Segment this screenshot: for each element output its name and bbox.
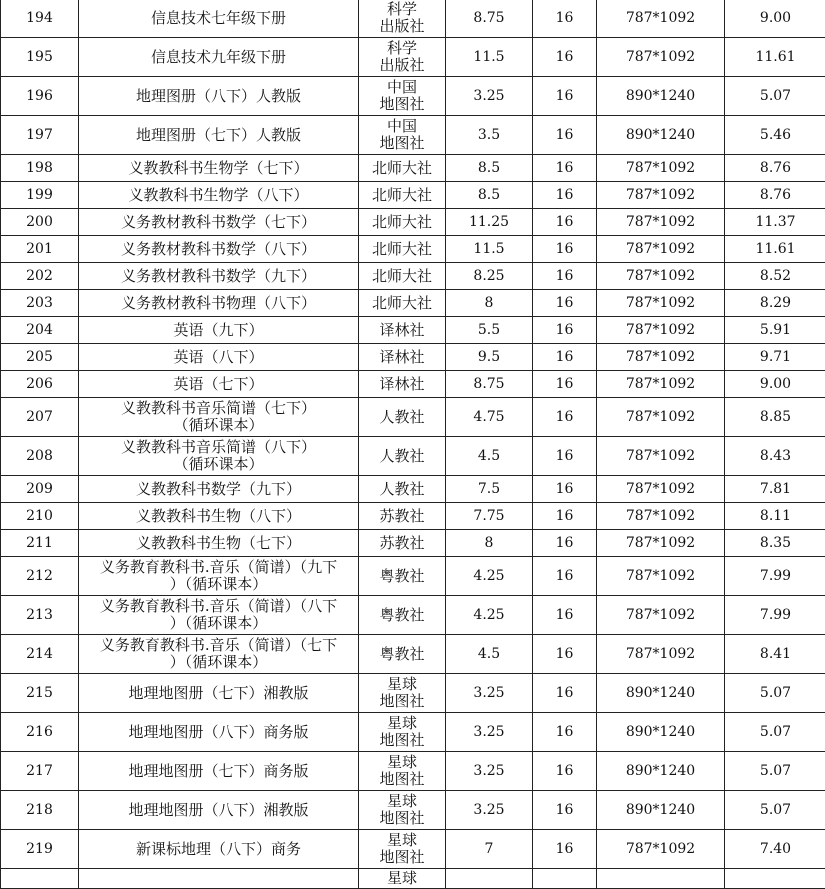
cell-paper-size: 787*1092 <box>597 830 725 869</box>
cell-book-title <box>79 155 359 182</box>
cell-sheets: 4.25 <box>446 596 533 635</box>
table-row <box>1 317 825 344</box>
publisher-line: 译林社 <box>361 376 443 393</box>
cell-book-title <box>79 317 359 344</box>
cell-book-title <box>79 182 359 209</box>
cell-book-title <box>79 596 359 635</box>
cell-format: 16 <box>533 290 597 317</box>
cell-number: 203 <box>1 290 79 317</box>
cell-book-title <box>79 263 359 290</box>
table-body <box>1 0 825 889</box>
cell-sheets: 9.5 <box>446 344 533 371</box>
publisher-line: 苏教社 <box>361 535 443 552</box>
cell-paper-size: 787*1092 <box>597 398 725 437</box>
cell-book-title <box>79 77 359 116</box>
cell-paper-size: 890*1240 <box>597 674 725 713</box>
table-row <box>1 263 825 290</box>
cell-number: 197 <box>1 116 79 155</box>
cell-paper-size: 890*1240 <box>597 752 725 791</box>
cell-price: 9.00 <box>725 371 825 398</box>
cell-price: 7.99 <box>725 557 825 596</box>
table-row <box>1 713 825 752</box>
cell-book-title <box>79 437 359 476</box>
book-title-line: ）（循环课本） <box>81 654 356 671</box>
cell-book-title <box>79 0 359 38</box>
cell-publisher <box>359 38 446 77</box>
cell-paper-size: 890*1240 <box>597 77 725 116</box>
book-title-line: （循环课本） <box>81 417 356 434</box>
publisher-line: 北师大社 <box>361 187 443 204</box>
table-row <box>1 209 825 236</box>
cell-number: 194 <box>1 0 79 38</box>
cell-price: 5.91 <box>725 317 825 344</box>
cell-number: 198 <box>1 155 79 182</box>
cell-book-title <box>79 371 359 398</box>
publisher-line: 人教社 <box>361 481 443 498</box>
cell-number: 209 <box>1 476 79 503</box>
book-title-line: 义教教科书生物（七下） <box>81 535 356 552</box>
cell-publisher <box>359 437 446 476</box>
cell-book-title <box>79 116 359 155</box>
table-row <box>1 596 825 635</box>
cell-number: 218 <box>1 791 79 830</box>
cell-price: 8.76 <box>725 182 825 209</box>
publisher-line: 星球 <box>361 676 443 693</box>
cell-paper-size: 787*1092 <box>597 596 725 635</box>
cell-sheets: 3.25 <box>446 674 533 713</box>
publisher-line: 地图社 <box>361 810 443 827</box>
publisher-line: 北师大社 <box>361 268 443 285</box>
cell-sheets: 11.5 <box>446 236 533 263</box>
cell-number: 207 <box>1 398 79 437</box>
cell-format: 16 <box>533 38 597 77</box>
cell-publisher <box>359 116 446 155</box>
table-row <box>1 344 825 371</box>
cell-format: 16 <box>533 596 597 635</box>
cell-publisher <box>359 791 446 830</box>
cell-publisher <box>359 209 446 236</box>
publisher-line: 北师大社 <box>361 214 443 231</box>
publisher-line: 译林社 <box>361 349 443 366</box>
cell-price: 9.71 <box>725 344 825 371</box>
cell-publisher <box>359 371 446 398</box>
cell-sheets: 4.5 <box>446 635 533 674</box>
cell-sheets: 8 <box>446 530 533 557</box>
cell-paper-size <box>597 869 725 889</box>
cell-book-title <box>79 674 359 713</box>
publisher-line: 粤教社 <box>361 607 443 624</box>
cell-price: 8.43 <box>725 437 825 476</box>
cell-number: 200 <box>1 209 79 236</box>
cell-price: 8.41 <box>725 635 825 674</box>
table-row <box>1 557 825 596</box>
publisher-line: 地图社 <box>361 771 443 788</box>
cell-price: 7.81 <box>725 476 825 503</box>
table-row <box>1 674 825 713</box>
book-title-line: 义务教育教科书.音乐（简谱）（九下 <box>81 559 356 576</box>
publisher-line: 粤教社 <box>361 646 443 663</box>
cell-format: 16 <box>533 209 597 236</box>
cell-paper-size: 890*1240 <box>597 791 725 830</box>
cell-paper-size: 787*1092 <box>597 635 725 674</box>
book-title-line: 义务教材教科书数学（七下） <box>81 214 356 231</box>
cell-book-title <box>79 869 359 889</box>
cell-publisher <box>359 557 446 596</box>
cell-publisher <box>359 674 446 713</box>
cell-format: 16 <box>533 371 597 398</box>
book-title-line: ）（循环课本） <box>81 615 356 632</box>
cell-format: 16 <box>533 557 597 596</box>
cell-sheets: 8.5 <box>446 155 533 182</box>
cell-paper-size: 890*1240 <box>597 713 725 752</box>
cell-sheets: 8.5 <box>446 182 533 209</box>
book-title-line: 信息技术九年级下册 <box>81 49 356 66</box>
cell-format <box>533 869 597 889</box>
cell-number: 210 <box>1 503 79 530</box>
cell-sheets: 8.75 <box>446 0 533 38</box>
table-row <box>1 182 825 209</box>
cell-sheets: 8.25 <box>446 263 533 290</box>
cell-number: 202 <box>1 263 79 290</box>
book-title-line: 义教教科书数学（九下） <box>81 481 356 498</box>
cell-book-title <box>79 209 359 236</box>
book-title-line: （循环课本） <box>81 456 356 473</box>
cell-publisher <box>359 155 446 182</box>
cell-format: 16 <box>533 182 597 209</box>
publisher-line: 地图社 <box>361 96 443 113</box>
cell-format: 16 <box>533 791 597 830</box>
cell-number: 196 <box>1 77 79 116</box>
cell-price: 8.85 <box>725 398 825 437</box>
cell-number: 211 <box>1 530 79 557</box>
cell-publisher <box>359 830 446 869</box>
cell-price: 5.07 <box>725 674 825 713</box>
cell-book-title <box>79 791 359 830</box>
book-title-line: 新课标地理（八下）商务 <box>81 841 356 858</box>
cell-number: 199 <box>1 182 79 209</box>
cell-sheets: 4.5 <box>446 437 533 476</box>
cell-sheets <box>446 869 533 889</box>
book-title-line: 义教教科书音乐简谱（七下） <box>81 400 356 417</box>
cell-number <box>1 869 79 889</box>
cell-paper-size: 787*1092 <box>597 182 725 209</box>
cell-paper-size: 787*1092 <box>597 209 725 236</box>
publisher-line: 北师大社 <box>361 241 443 258</box>
cell-number: 212 <box>1 557 79 596</box>
cell-price: 11.61 <box>725 236 825 263</box>
cell-paper-size: 787*1092 <box>597 155 725 182</box>
table-row <box>1 830 825 869</box>
publisher-line: 星球 <box>361 870 443 887</box>
publisher-line: 人教社 <box>361 448 443 465</box>
cell-sheets: 3.5 <box>446 116 533 155</box>
cell-format: 16 <box>533 317 597 344</box>
cell-sheets: 7 <box>446 830 533 869</box>
publisher-line: 地图社 <box>361 849 443 866</box>
cell-number: 208 <box>1 437 79 476</box>
cell-publisher <box>359 752 446 791</box>
table-row <box>1 398 825 437</box>
publisher-line: 地图社 <box>361 693 443 710</box>
cell-sheets: 3.25 <box>446 752 533 791</box>
table-row <box>1 77 825 116</box>
table-row <box>1 869 825 889</box>
cell-sheets: 4.25 <box>446 557 533 596</box>
cell-number: 217 <box>1 752 79 791</box>
cell-publisher <box>359 503 446 530</box>
publisher-line: 译林社 <box>361 322 443 339</box>
publisher-line: 星球 <box>361 793 443 810</box>
cell-paper-size: 787*1092 <box>597 290 725 317</box>
cell-format: 16 <box>533 116 597 155</box>
book-title-line: 义教教科书生物学（八下） <box>81 187 356 204</box>
cell-book-title <box>79 476 359 503</box>
publisher-line: 中国 <box>361 79 443 96</box>
table-row <box>1 38 825 77</box>
cell-publisher <box>359 869 446 889</box>
book-title-line: 地理地图册（八下）湘教版 <box>81 802 356 819</box>
cell-paper-size: 787*1092 <box>597 344 725 371</box>
cell-price: 5.07 <box>725 752 825 791</box>
cell-format: 16 <box>533 530 597 557</box>
cell-format: 16 <box>533 437 597 476</box>
cell-paper-size: 787*1092 <box>597 38 725 77</box>
cell-book-title <box>79 635 359 674</box>
publisher-line: 出版社 <box>361 18 443 35</box>
table-row <box>1 0 825 38</box>
table-row <box>1 371 825 398</box>
cell-publisher <box>359 596 446 635</box>
cell-sheets: 8.75 <box>446 371 533 398</box>
cell-number: 195 <box>1 38 79 77</box>
publisher-line: 地图社 <box>361 732 443 749</box>
table-row <box>1 437 825 476</box>
publisher-line: 粤教社 <box>361 568 443 585</box>
publisher-line: 星球 <box>361 715 443 732</box>
book-title-line: 义务教材教科书数学（九下） <box>81 268 356 285</box>
book-title-line: 英语（七下） <box>81 376 356 393</box>
cell-price: 7.40 <box>725 830 825 869</box>
cell-format: 16 <box>533 77 597 116</box>
cell-number: 213 <box>1 596 79 635</box>
publisher-line: 地图社 <box>361 135 443 152</box>
book-title-line: 地理地图册（七下）湘教版 <box>81 685 356 702</box>
table-row <box>1 155 825 182</box>
cell-publisher <box>359 635 446 674</box>
cell-number: 219 <box>1 830 79 869</box>
table-row <box>1 116 825 155</box>
cell-book-title <box>79 503 359 530</box>
cell-publisher <box>359 317 446 344</box>
book-title-line: 地理图册（七下）人教版 <box>81 127 356 144</box>
cell-sheets: 8 <box>446 290 533 317</box>
table-row <box>1 530 825 557</box>
cell-price: 8.29 <box>725 290 825 317</box>
cell-book-title <box>79 830 359 869</box>
cell-publisher <box>359 290 446 317</box>
cell-number: 205 <box>1 344 79 371</box>
cell-publisher <box>359 182 446 209</box>
cell-price: 11.37 <box>725 209 825 236</box>
table-row <box>1 476 825 503</box>
cell-price: 5.46 <box>725 116 825 155</box>
cell-format: 16 <box>533 0 597 38</box>
cell-paper-size: 787*1092 <box>597 530 725 557</box>
publisher-line: 星球 <box>361 832 443 849</box>
cell-price: 8.76 <box>725 155 825 182</box>
cell-sheets: 3.25 <box>446 791 533 830</box>
publisher-line: 科学 <box>361 1 443 18</box>
cell-book-title <box>79 344 359 371</box>
cell-format: 16 <box>533 674 597 713</box>
cell-paper-size: 787*1092 <box>597 317 725 344</box>
cell-format: 16 <box>533 476 597 503</box>
book-title-line: 英语（九下） <box>81 322 356 339</box>
book-title-line: 英语（八下） <box>81 349 356 366</box>
cell-book-title <box>79 530 359 557</box>
book-title-line: 地理图册（八下）人教版 <box>81 88 356 105</box>
cell-paper-size: 787*1092 <box>597 236 725 263</box>
book-title-line: ）（循环课本） <box>81 576 356 593</box>
table-row <box>1 290 825 317</box>
table-row <box>1 752 825 791</box>
publisher-line: 中国 <box>361 118 443 135</box>
cell-sheets: 3.25 <box>446 713 533 752</box>
cell-price: 11.61 <box>725 38 825 77</box>
cell-sheets: 3.25 <box>446 77 533 116</box>
publisher-line: 苏教社 <box>361 508 443 525</box>
book-title-line: 信息技术七年级下册 <box>81 10 356 27</box>
cell-book-title <box>79 713 359 752</box>
cell-sheets: 7.75 <box>446 503 533 530</box>
cell-sheets: 7.5 <box>446 476 533 503</box>
cell-sheets: 11.25 <box>446 209 533 236</box>
table-row <box>1 236 825 263</box>
cell-price <box>725 869 825 889</box>
cell-paper-size: 787*1092 <box>597 371 725 398</box>
cell-publisher <box>359 398 446 437</box>
cell-book-title <box>79 557 359 596</box>
book-title-line: 地理地图册（八下）商务版 <box>81 724 356 741</box>
table-row <box>1 503 825 530</box>
cell-paper-size: 890*1240 <box>597 116 725 155</box>
cell-format: 16 <box>533 503 597 530</box>
cell-number: 206 <box>1 371 79 398</box>
cell-paper-size: 787*1092 <box>597 0 725 38</box>
book-title-line: 义务教育教科书.音乐（简谱）（八下 <box>81 598 356 615</box>
cell-publisher <box>359 263 446 290</box>
cell-publisher <box>359 0 446 38</box>
cell-format: 16 <box>533 155 597 182</box>
cell-paper-size: 787*1092 <box>597 557 725 596</box>
cell-sheets: 5.5 <box>446 317 533 344</box>
book-title-line: 义务教材教科书数学（八下） <box>81 241 356 258</box>
book-title-line: 义务教育教科书.音乐（简谱）（七下 <box>81 637 356 654</box>
cell-price: 9.00 <box>725 0 825 38</box>
publisher-line: 科学 <box>361 40 443 57</box>
cell-price: 5.07 <box>725 791 825 830</box>
cell-publisher <box>359 530 446 557</box>
cell-price: 8.11 <box>725 503 825 530</box>
cell-publisher <box>359 77 446 116</box>
table-row <box>1 791 825 830</box>
cell-price: 8.52 <box>725 263 825 290</box>
cell-publisher <box>359 344 446 371</box>
cell-sheets: 11.5 <box>446 38 533 77</box>
cell-paper-size: 787*1092 <box>597 263 725 290</box>
cell-price: 7.99 <box>725 596 825 635</box>
cell-book-title <box>79 290 359 317</box>
cell-book-title <box>79 752 359 791</box>
cell-price: 5.07 <box>725 713 825 752</box>
book-title-line: 地理地图册（七下）商务版 <box>81 763 356 780</box>
cell-format: 16 <box>533 752 597 791</box>
book-title-line: 义教教科书生物学（七下） <box>81 160 356 177</box>
cell-format: 16 <box>533 344 597 371</box>
cell-format: 16 <box>533 830 597 869</box>
cell-book-title <box>79 398 359 437</box>
publisher-line: 出版社 <box>361 57 443 74</box>
cell-price: 5.07 <box>725 77 825 116</box>
cell-format: 16 <box>533 263 597 290</box>
publisher-line: 星球 <box>361 754 443 771</box>
cell-paper-size: 787*1092 <box>597 437 725 476</box>
cell-paper-size: 787*1092 <box>597 476 725 503</box>
cell-format: 16 <box>533 398 597 437</box>
cell-paper-size: 787*1092 <box>597 503 725 530</box>
book-title-line: 义务教材教科书物理（八下） <box>81 295 356 312</box>
cell-number: 214 <box>1 635 79 674</box>
cell-number: 201 <box>1 236 79 263</box>
cell-book-title <box>79 38 359 77</box>
publisher-line: 北师大社 <box>361 295 443 312</box>
cell-format: 16 <box>533 713 597 752</box>
cell-price: 8.35 <box>725 530 825 557</box>
cell-format: 16 <box>533 236 597 263</box>
cell-format: 16 <box>533 635 597 674</box>
book-title-line: 义教教科书生物（八下） <box>81 508 356 525</box>
cell-publisher <box>359 476 446 503</box>
table-row <box>1 635 825 674</box>
cell-book-title <box>79 236 359 263</box>
cell-publisher <box>359 236 446 263</box>
cell-sheets: 4.75 <box>446 398 533 437</box>
cell-number: 204 <box>1 317 79 344</box>
cell-publisher <box>359 713 446 752</box>
cell-number: 215 <box>1 674 79 713</box>
publisher-line: 人教社 <box>361 409 443 426</box>
publisher-line: 北师大社 <box>361 160 443 177</box>
cell-number: 216 <box>1 713 79 752</box>
book-title-line: 义教教科书音乐简谱（八下） <box>81 439 356 456</box>
